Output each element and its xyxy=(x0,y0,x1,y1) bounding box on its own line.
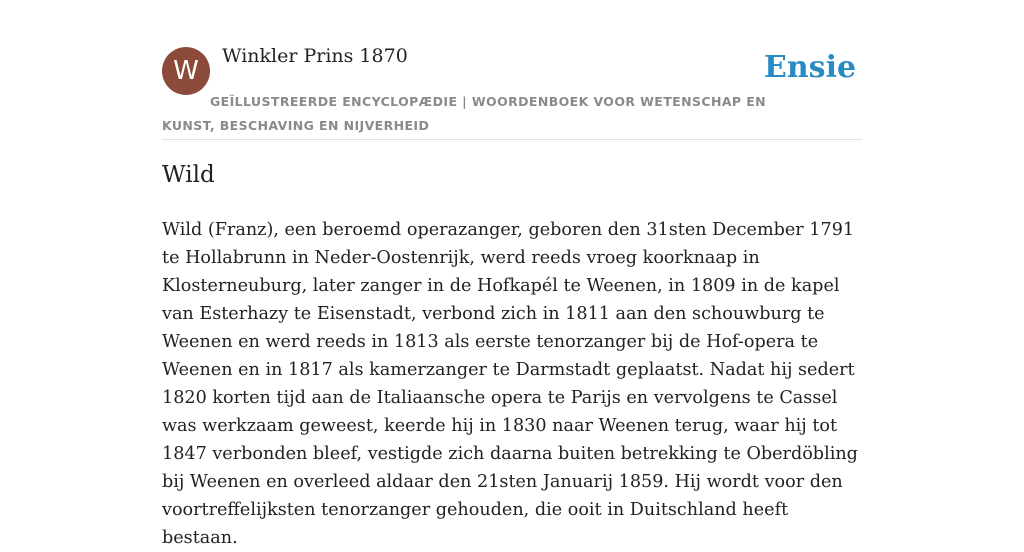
source-subtitle: GEÏLLUSTREERDE ENCYCLOPÆDIE | WOORDENBOEK VOOR WETENSCHAP EN KUNST, BESCHAVING EN NIJVERHEID xyxy=(162,94,767,133)
source-title[interactable]: Winkler Prins 1870 xyxy=(222,45,408,67)
entry-body: Wild (Franz), een beroemd operazanger, geboren den 31sten December 1791 te Hollabrunn in Neder-Oostenrijk, werd reeds vroeg koorknaap in Klosterneuburg, later zanger in de Hofkapél te Weenen, in 1809 in de kapel van Esterhazy te Eisenstadt, verbond zich in 1811 aan den schouwburg te Weenen en werd reeds in 1813 als eerste tenorzanger bij de Hof-opera te Weenen en in 1817 als kamerzanger te Darmstadt geplaatst. Nadat hij sedert 1820 korten tijd aan de Italiaansche opera te Parijs en vervolgens te Cassel was werkzaam geweest, keerde hij in 1830 naar Weenen terug, waar hij tot 1847 verbonden bleef, vestigde zich daarna buiten betrekking te Oberdöbling bij Weenen en overleed aldaar den 21sten Januarij 1859. Hij wordt voor den voortreffelijksten tenorzanger gehouden, die ooit in Duitschland heeft bestaan. xyxy=(162,220,858,548)
source-avatar[interactable]: W xyxy=(162,47,210,95)
ensie-logo[interactable]: Ensie xyxy=(764,50,857,85)
entry-title: Wild xyxy=(162,162,215,188)
header-divider xyxy=(162,139,862,140)
